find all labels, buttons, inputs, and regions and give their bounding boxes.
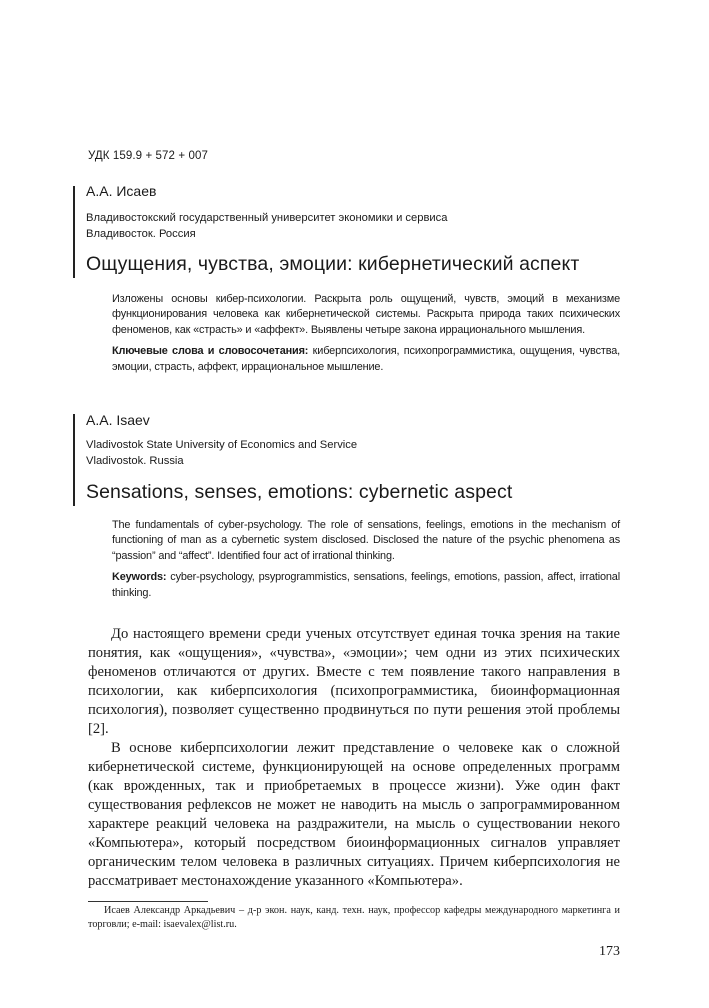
body-paragraph-2: В основе киберпсихологии лежит представление о человеке как о сложной кибернетической системе, функционирующей на основе определенных программ (как врожденных, так и приобретаемых в процессе жизни). Уже один факт существования рефлексов не может не наводить на мысль о запрограммированном характере реакций человека на раздражители, на мысль о существовании некого «Компьютера», который посредством биоинформационных сигналов управляет органическим телом человека в различных ситуациях. Причем киберпсихология не рассматривает местонахождение указанного «Компьютера». [88,740,620,889]
author-en: A.A. Isaev [86,412,150,428]
keywords-en-label: Keywords: [112,571,167,584]
footnote-rule [88,901,208,902]
footnote [88,904,620,932]
abstract-ru-text: Изложены основы кибер-психологии. Раскрыта роль ощущений, чувств, эмоций в механизме функционирования человека как кибернетической системы. Раскрыта природа таких психических феноменов, как «страсть» и «аффект». Выявлены четыре закона иррационального мышления. [112,293,620,336]
affiliation-en-line-1: Vladivostok State University of Economics and Service [86,439,358,451]
author-ru: А.А. Исаев [86,183,157,199]
abstract-en [112,518,620,601]
affiliation-ru [86,210,447,242]
title-ru: Ощущения, чувства, эмоции: кибернетический аспект [86,253,580,275]
abstract-en-text: The fundamentals of cyber-psychology. The role of sensations, feelings, emotions in the mechanism of functioning of man as a cybernetic system disclosed. Disclosed the nature of the psychic phenomena as “passion” and “affect”. Identified four act of irrational thinking. [112,519,620,562]
keywords-ru-label: Ключевые слова и словосочетания: [112,345,309,358]
keywords-ru-text: киберпсихология, психопрограммистика, ощущения, чувства, эмоции, страсть, аффект, иррациональное мышление. [112,345,620,373]
body-paragraph-1: До настоящего времени среди ученых отсутствует единая точка зрения на такие понятия, как «ощущения», «чувства», «эмоции»; чем одни из этих психических феноменов отличаются от других. Вместе с тем появление такого направления в психологии, как киберпсихология (психопрограммистика, биоинформационная психология), позволяет существенно продвинуться по пути решения этой проблемы [2]. [88,626,620,737]
keywords-en [112,570,620,601]
section-bar-en [73,414,75,506]
keywords-en-text: cyber-psychology, psyprogrammistics, sensations, feelings, emotions, passion, affect, irrational thinking. [112,571,620,599]
page-number: 173 [599,944,620,959]
affiliation-ru-line-2: Владивосток. Россия [86,228,196,240]
footnote-text: Исаев Александр Аркадьевич – д-р экон. наук, канд. техн. наук, профессор кафедры международного маркетинга и торговли; e-mail: isaevalex@list.ru. [88,905,620,930]
keywords-ru [112,344,620,375]
title-en: Sensations, senses, emotions: cybernetic aspect [86,481,513,503]
affiliation-ru-line-1: Владивостокский государственный университет экономики и сервиса [86,212,448,224]
affiliation-en-line-2: Vladivostok. Russia [86,455,184,467]
udk-code: УДК 159.9 + 572 + 007 [88,150,208,162]
abstract-ru [112,292,620,375]
section-bar-ru [73,186,75,278]
body-text [88,625,620,891]
affiliation-en [86,437,357,469]
